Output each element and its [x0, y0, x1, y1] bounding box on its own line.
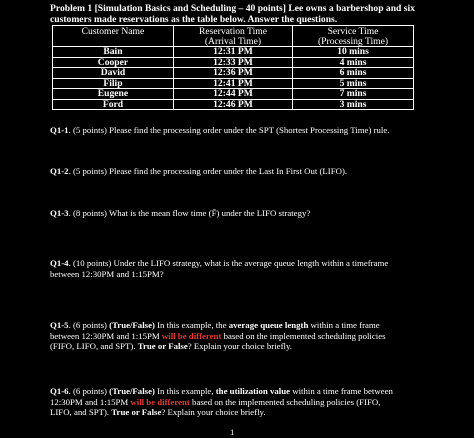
question-number: Q1-5 — [50, 320, 69, 330]
cell-customer-name: Cooper — [53, 57, 174, 68]
cell-customer-name: Ford — [53, 99, 174, 110]
table-row — [53, 47, 414, 58]
cell-customer-name: Bain — [53, 47, 174, 58]
question-q1-4 — [50, 258, 470, 279]
question-number: Q1-6 — [50, 386, 69, 396]
cell-service-time: 3 mins — [293, 99, 414, 110]
problem-header-line-1: Problem 1 [Simulation Basics and Scheduling – 40 points] Lee owns a barbershop and six — [50, 3, 415, 14]
cell-service-time: 10 mins — [293, 47, 414, 58]
cell-service-time: 7 mins — [293, 89, 414, 100]
table-row — [53, 78, 414, 89]
table-row — [53, 57, 414, 68]
table-row — [53, 99, 414, 110]
question-q1-2 — [50, 166, 470, 177]
question-text: . (5 points) Please find the processing order under the SPT (Shortest Processing Time) rule. — [68, 125, 390, 135]
red-emphasis: will be different — [130, 396, 190, 407]
cell-customer-name: Filip — [53, 78, 174, 89]
question-text: . (8 points) What is the mean flow time (F̄) under the LIFO strategy? — [68, 208, 311, 218]
cell-reservation-time: 12:41 PM — [173, 78, 292, 89]
question-number: Q1-4 — [50, 258, 69, 268]
column-header-reservation-time: Reservation Time (Arrival Time) — [173, 26, 292, 47]
cell-reservation-time: 12:33 PM — [173, 57, 292, 68]
red-emphasis: will be different — [161, 330, 222, 341]
emphasis-term: average queue length — [228, 320, 309, 330]
question-text: . (5 points) Please find the processing order under the Last In First Out (LIFO). — [68, 166, 348, 176]
emphasis-term: the utilization value — [215, 386, 291, 396]
question-text-line-1: . (10 points) Under the LIFO strategy, what is the average queue length within a timeframe — [68, 258, 389, 268]
true-false-tag: (True/False) — [109, 386, 155, 396]
problem-header-line-2: customers made reservations as the table below. Answer the questions. — [50, 14, 338, 25]
cell-reservation-time: 12:31 PM — [173, 47, 292, 58]
column-header-service-time: Service Time (Processing Time) — [293, 26, 414, 47]
cell-service-time: 6 mins — [293, 68, 414, 79]
page-number: 1 — [230, 427, 235, 437]
table-header-row — [53, 26, 414, 47]
problem-header — [50, 3, 470, 25]
question-q1-5: Q1-5. (6 points) (True/False) In this example, the average queue length within a time frame between 12:30PM and 1:15PM will be different based on the implemented scheduling policies (FIFO, LIFO, and SPT). True or False? Explain your choice briefly. — [50, 320, 386, 352]
cell-customer-name: Eugene — [53, 89, 174, 100]
question-text-line-2: between 12:30PM and 1:15PM? — [50, 268, 164, 279]
question-q1-6: Q1-6. (6 points) (True/False) In this example, the utilization value within a time frame between 12:30PM and 1:15PM will be different based on the implemented scheduling policies (FIFO, LIFO, and SPT). True or False? Explain your choice briefly. — [50, 386, 393, 418]
cell-service-time: 5 mins — [293, 78, 414, 89]
question-q1-1 — [50, 125, 470, 136]
question-number: Q1-1 — [50, 125, 69, 135]
table-row — [53, 68, 414, 79]
question-number: Q1-3 — [50, 208, 69, 218]
cell-customer-name: David — [53, 68, 174, 79]
reservation-table — [52, 25, 414, 110]
cell-service-time: 4 mins — [293, 57, 414, 68]
question-number: Q1-2 — [50, 166, 69, 176]
true-or-false-prompt: True or False — [111, 407, 162, 418]
true-false-tag: (True/False) — [109, 320, 155, 330]
true-or-false-prompt: True or False — [137, 341, 188, 352]
cell-reservation-time: 12:46 PM — [173, 99, 292, 110]
cell-reservation-time: 12:36 PM — [173, 68, 292, 79]
cell-reservation-time: 12:44 PM — [173, 89, 292, 100]
question-q1-3 — [50, 208, 470, 219]
column-header-customer-name: Customer Name — [53, 26, 174, 47]
table-row — [53, 89, 414, 100]
